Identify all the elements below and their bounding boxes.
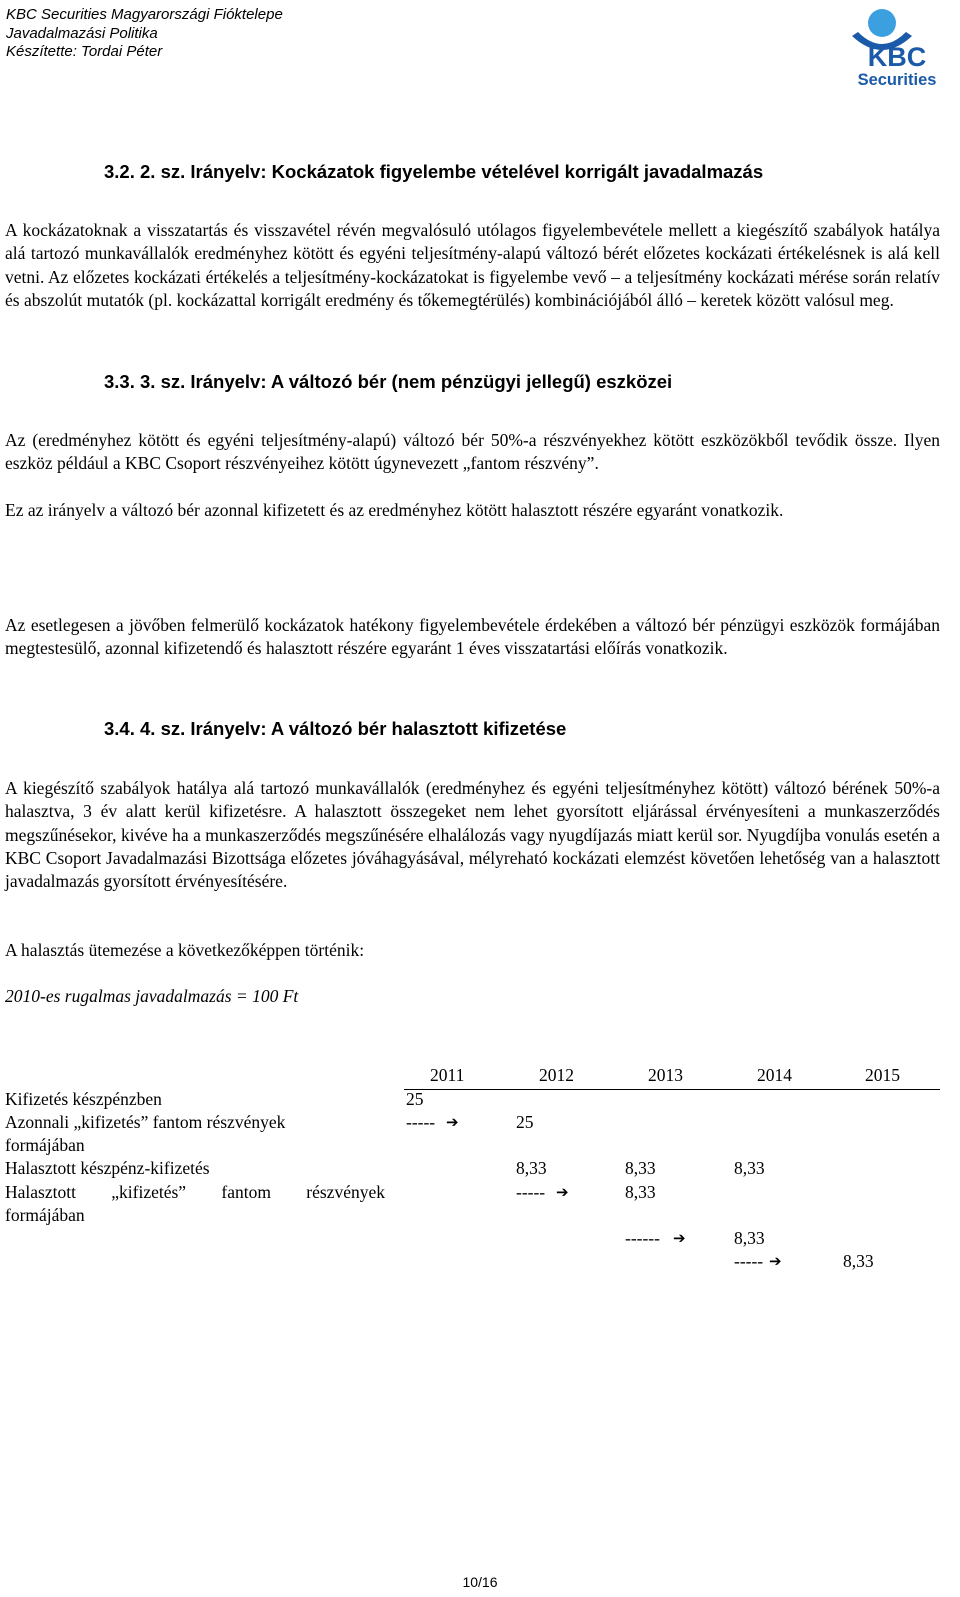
year-header-2013: 2013: [648, 1065, 683, 1085]
row-deferred-phantom-2015: 8,33: [843, 1251, 874, 1271]
row-deferred-cash-label: Halasztott készpénz-kifizetés: [5, 1158, 210, 1178]
arrow-right-icon: ➔: [769, 1252, 782, 1270]
section-3-4-heading: 3.4. 4. sz. Irányelv: A változó bér halasztott kifizetése: [104, 718, 567, 739]
section-3-4-paragraph-2: A halasztás ütemezése a következőképpen történik:: [5, 940, 365, 960]
header-author: Készítette: Tordai Péter: [6, 43, 163, 60]
section-3-2-heading: 3.2. 2. sz. Irányelv: Kockázatok figyelembe vételével korrigált javadalmazás: [104, 161, 764, 182]
section-3-3-paragraph-1: Az (eredményhez kötött és egyéni teljesítmény-alapú) változó bér 50%-a részvényekhez kötött eszközökből tevődik össze. Ilyen eszköz például a KBC Csoport részvényeihez kötött úgynevezett „fantom részvény”.: [5, 430, 940, 474]
row-immediate-phantom-label-2: formájában: [5, 1135, 85, 1155]
row-immediate-phantom-2012: 25: [516, 1112, 534, 1132]
section-3-4-paragraph-1: A kiegészítő szabályok hatálya alá tartozó munkavállalók (eredményhez és egyéni teljesítményhez kötött) változó bérének 50%-a halasztva, 3 év alatt kerül kifizetésre. A halasztott összegeket nem lehet gyorsított eljárással érvényesíteni a munkaszerződés megszűnésekor, kivéve ha a munkaszerződés megszűnésére elhalálozás vagy nyugdíjazás miatt kerül sor. Nyugdíjba vonulás esetén a KBC Csoport Javadalmazási Bizottsága előzetes jóváhagyásával, mélyreható kockázati elemzést követően lehetőség van a halasztott javadalmazás gyorsított érvényesítésére.: [5, 778, 940, 892]
document-header: [6, 6, 283, 62]
row-immediate-phantom-label: Azonnali „kifizetés” fantom részvények: [5, 1112, 286, 1132]
page-number: 10/16: [462, 1574, 498, 1590]
row-deferred-phantom-2014: 8,33: [734, 1228, 765, 1248]
header-company: KBC Securities Magyarországi Fióktelepe: [6, 6, 283, 23]
row-deferred-phantom-dash: -----: [516, 1182, 546, 1202]
row-deferred-cash-2012: 8,33: [516, 1158, 547, 1178]
row-deferred-cash-2013: 8,33: [625, 1158, 656, 1178]
row-cash-payment-label: Kifizetés készpénzben: [5, 1089, 162, 1109]
deferral-schedule-table: [0, 1064, 960, 1304]
section-3-3-heading: 3.3. 3. sz. Irányelv: A változó bér (nem pénzügyi jellegű) eszközei: [104, 371, 673, 392]
year-header-2011: 2011: [430, 1065, 465, 1085]
section-3-2-paragraph: A kockázatoknak a visszatartás és visszavétel révén megvalósuló utólagos figyelembevétele mellett a kiegészítő szabályok hatálya alá tartozó munkavállalók eredményhez kötött és egyéni teljesítmény-alapú változó bérét előzetes kockázati értékelésnek is alá kell vetni. Az előzetes kockázati értékelés a teljesítmény-kockázatokat is figyelembe vevő – a teljesítmény kockázati mérése során relatív és abszolút mutatók (pl. kockázattal korrigált eredmény és tőkemegtérülés) kombinációjából álló – keretek között valósul meg.: [5, 220, 940, 310]
row-immediate-phantom-dash: -----: [406, 1112, 436, 1132]
section-3-4-paragraph-3: 2010-es rugalmas javadalmazás = 100 Ft: [5, 986, 299, 1006]
row-deferred-cash-2014: 8,33: [734, 1158, 765, 1178]
table-header-rule: [404, 1089, 940, 1090]
year-header-2012: 2012: [539, 1065, 574, 1085]
kbc-securities-logo: [852, 4, 942, 90]
row-deferred-phantom-label-2: formájában: [5, 1205, 85, 1225]
year-header-2015: 2015: [865, 1065, 900, 1085]
section-3-3-paragraph-2: Ez az irányelv a változó bér azonnal kifizetett és az eredményhez kötött halasztott részére egyaránt vonatkozik.: [5, 500, 784, 520]
arrow-right-icon: ➔: [556, 1183, 569, 1201]
row-deferred-phantom-2013: 8,33: [625, 1182, 656, 1202]
arrow-right-icon: ➔: [673, 1229, 686, 1247]
logo-kbc-text: KBC: [867, 42, 927, 72]
arrow-right-icon: ➔: [446, 1113, 459, 1131]
row-deferred-phantom-label: Halasztott „kifizetés” fantom részvények: [5, 1182, 385, 1202]
row-deferred-phantom-dash-2: ------: [625, 1228, 660, 1248]
header-policy-title: Javadalmazási Politika: [6, 24, 158, 42]
row-cash-payment-2011: 25: [406, 1089, 424, 1109]
logo-securities-text: Securities: [857, 71, 937, 89]
section-3-3-paragraph-3: Az esetlegesen a jövőben felmerülő kockázatok hatékony figyelembevétele érdekében a változó bér pénzügyi eszközök formájában megtestesülő, azonnal kifizetendő és halasztott részére egyaránt 1 éves visszatartási előírás vonatkozik.: [5, 615, 940, 659]
row-deferred-phantom-dash-3: -----: [734, 1251, 764, 1271]
year-header-2014: 2014: [757, 1065, 792, 1085]
